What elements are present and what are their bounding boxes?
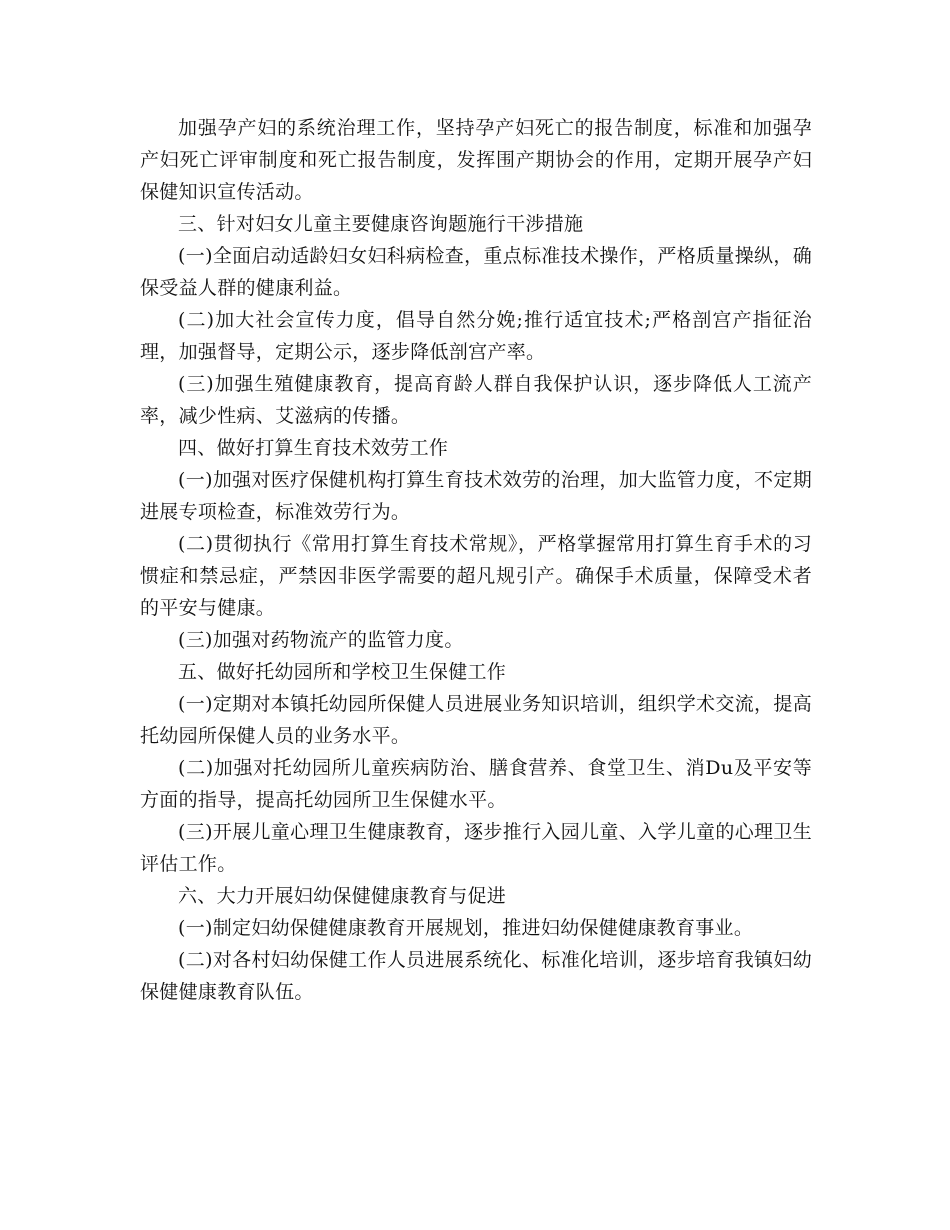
paragraph-6-2: (二)对各村妇幼保健工作人员进展系统化、标准化培训，逐步培育我镇妇幼保健健康教育队伍。 xyxy=(140,949,812,1003)
section-heading-6: 六、大力开展妇幼保健健康教育与促进 xyxy=(178,885,507,907)
paragraph-3-1: (一)全面启动适龄妇女妇科病检查，重点标准技术操作，严格质量操纵，确保受益人群的健康利益。 xyxy=(140,245,812,299)
paragraph-5-3: (三)开展儿童心理卫生健康教育，逐步推行入园儿童、入学儿童的心理卫生评估工作。 xyxy=(140,821,812,875)
paragraph-5-2: (二)加强对托幼园所儿童疾病防治、膳食营养、食堂卫生、消Du及平安等方面的指导，提高托幼园所卫生保健水平。 xyxy=(140,757,812,811)
paragraph-maternal-management: 加强孕产妇的系统治理工作，坚持孕产妇死亡的报告制度，标准和加强孕产妇死亡评审制度和死亡报告制度，发挥围产期协会的作用，定期开展孕产妇保健知识宣传活动。 xyxy=(140,117,812,203)
paragraph-4-2: (二)贯彻执行《常用打算生育技术常规》，严格掌握常用打算生育手术的习惯症和禁忌症，严禁因非医学需要的超凡规引产。确保手术质量，保障受术者的平安与健康。 xyxy=(140,533,812,619)
paragraph-3-3: (三)加强生殖健康教育，提高育龄人群自我保护认识，逐步降低人工流产率，减少性病、艾滋病的传播。 xyxy=(140,373,812,427)
section-heading-3: 三、针对妇女儿童主要健康咨询题施行干涉措施 xyxy=(178,213,584,235)
document-body xyxy=(140,112,812,1008)
paragraph-6-1: (一)制定妇幼保健健康教育开展规划，推进妇幼保健健康教育事业。 xyxy=(178,917,754,939)
paragraph-5-1: (一)定期对本镇托幼园所保健人员进展业务知识培训，组织学术交流，提高托幼园所保健人员的业务水平。 xyxy=(140,693,812,747)
paragraph-4-3: (三)加强对药物流产的监管力度。 xyxy=(178,629,464,651)
paragraph-4-1: (一)加强对医疗保健机构打算生育技术效劳的治理，加大监管力度，不定期进展专项检查，标准效劳行为。 xyxy=(140,469,812,523)
paragraph-3-2: (二)加大社会宣传力度，倡导自然分娩;推行适宜技术;严格剖宫产指征治理，加强督导，定期公示，逐步降低剖宫产率。 xyxy=(140,309,812,363)
section-heading-4: 四、做好打算生育技术效劳工作 xyxy=(178,437,449,459)
section-heading-5: 五、做好托幼园所和学校卫生保健工作 xyxy=(178,661,507,683)
